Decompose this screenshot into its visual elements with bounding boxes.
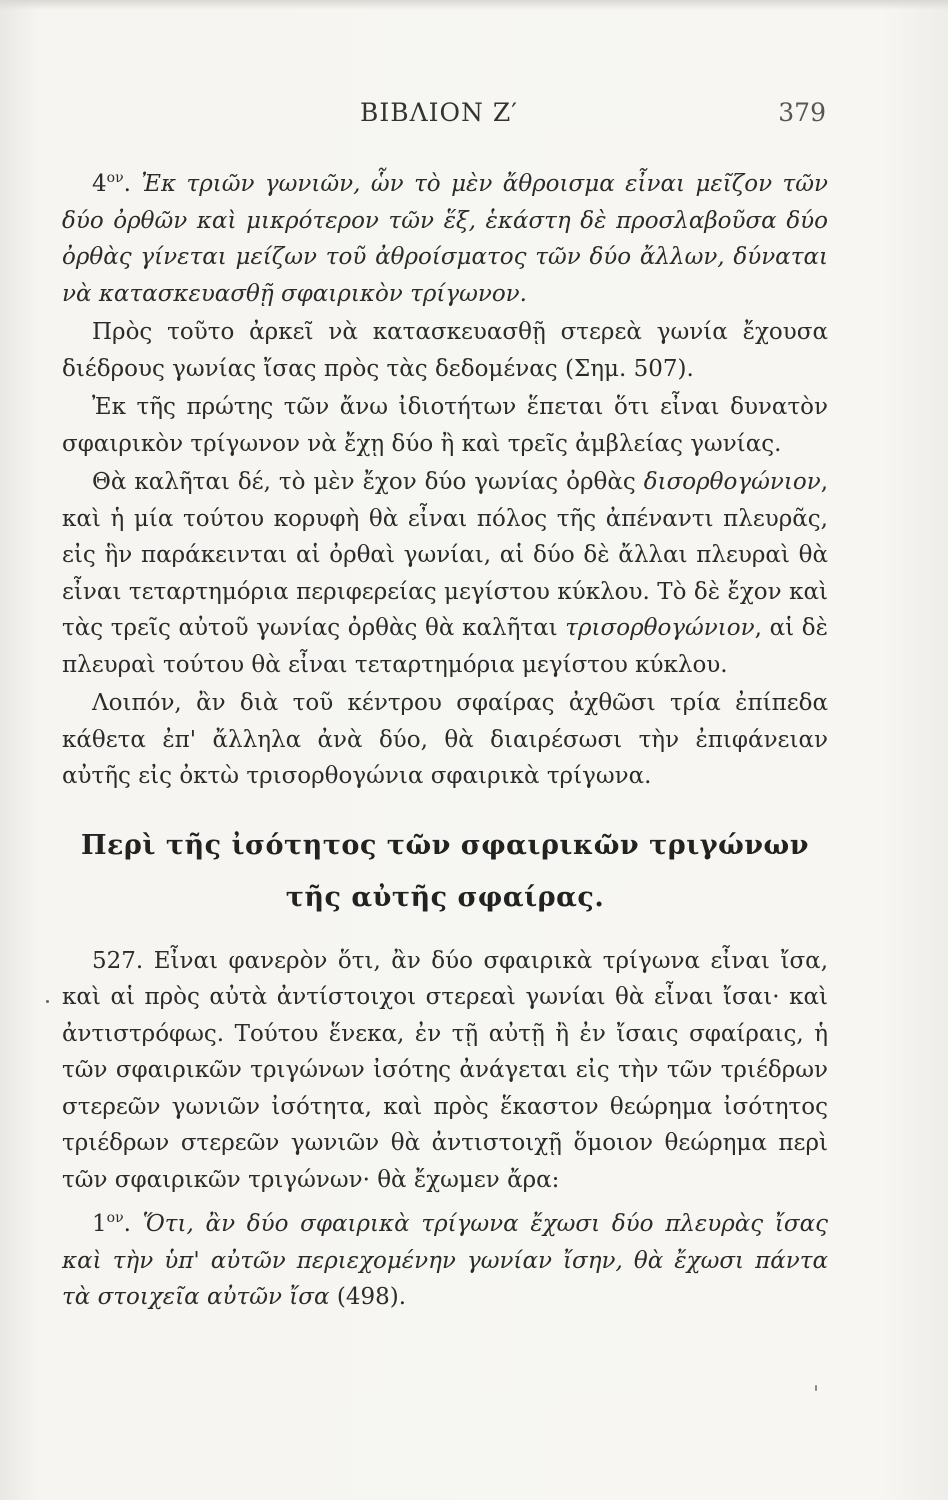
proposition-marker-suffix: ον <box>106 170 124 186</box>
proposition-text: Ἐκ τριῶν γωνιῶν, ὧν τὸ μὲν ἄθροισμα εἶναι μεῖζον τῶν δύο ὀρθῶν καὶ μικρότερον τῶν ἕξ, ἑκάστη δὲ προσλαβοῦσα δύο ὀρθὰς γίνεται μείζων τοῦ ἀθροίσματος τῶν δύο ἄλλων, δύναται νὰ κατασκευασθῇ σφαιρικὸν τρίγωνον. <box>62 171 828 307</box>
paragraph-octants <box>62 685 828 795</box>
paragraph-text-a: Θὰ καλῆται δέ, τὸ μὲν ἔχον δύο γωνίας ὀρθὰς <box>92 469 644 495</box>
paragraph-construction <box>62 314 828 387</box>
running-title: ΒΙΒΛΙΟΝ Ζ′ <box>360 98 518 127</box>
page-body <box>62 160 828 1316</box>
paragraph-527 <box>62 943 828 1199</box>
margin-mark <box>46 1000 49 1003</box>
page-top-edge <box>0 0 948 10</box>
page-number: 379 <box>778 98 826 127</box>
term-trirectangular: τρισορθογώνιον <box>565 615 755 641</box>
section-heading: Περὶ τῆς ἰσότητος τῶν σφαιρικῶν τριγώνων <box>81 829 809 861</box>
page-header <box>0 98 948 132</box>
term-birectangular: δισορθογώνιον <box>643 469 821 495</box>
theorem-marker-suffix: ον <box>106 1210 124 1226</box>
marker-dot: . <box>123 1211 143 1237</box>
section-heading-line-2: τῆς αὐτῆς σφαίρας. <box>285 881 605 913</box>
paragraph-definitions <box>62 464 828 683</box>
marker-dot: . <box>123 171 142 197</box>
theorem-reference: (498). <box>329 1284 407 1310</box>
paragraph-text: Λοιπόν, ἂν διὰ τοῦ κέντρου σφαίρας ἀχθῶσι τρία ἐπίπεδα κάθετα ἐπ' ἄλληλα ἀνὰ δύο, θὰ διαιρέσωσι τὴν ἐπιφάνειαν αὐτῆς εἰς ὀκτὼ τρισορθογώνια σφαιρικὰ τρίγωνα. <box>62 690 828 789</box>
margin-mark <box>815 1385 817 1391</box>
paragraph-text-c: , αἱ δὲ πλευραὶ τούτου θὰ εἶναι τεταρτημόρια μεγίστου κύκλου. <box>62 615 828 678</box>
article-number: 527. <box>92 947 144 974</box>
paragraph-obtuse-angles <box>62 389 828 462</box>
paragraph-text: Ἐκ τῆς πρώτης τῶν ἄνω ἰδιοτήτων ἕπεται ὅτι εἶναι δυνατὸν σφαιρικὸν τρίγωνον νὰ ἔχῃ δύο ἢ καὶ τρεῖς ἀμβλείας γωνίας. <box>62 394 828 457</box>
theorem-marker: 1 <box>92 1211 107 1237</box>
proposition-marker: 4 <box>92 171 107 197</box>
paragraph-text: Πρὸς τοῦτο ἀρκεῖ νὰ κατασκευασθῇ στερεὰ γωνία ἔχουσα διέδρους γωνίας ἴσας πρὸς τὰς δεδομένας (Σημ. 507). <box>62 319 828 382</box>
paragraph-theorem-1 <box>62 1200 828 1316</box>
theorem-text: Ὅτι, ἂν δύο σφαιρικὰ τρίγωνα ἔχωσι δύο πλευρὰς ἴσας καὶ τὴν ὑπ' αὐτῶν περιεχομένην γωνίαν ἴσην, θὰ ἔχωσι πάντα τὰ στοιχεῖα αὐτῶν ἴσα <box>62 1211 829 1310</box>
paragraph-text: Εἶναι φανερὸν ὅτι, ἂν δύο σφαιρικὰ τρίγωνα εἶναι ἴσα, καὶ αἱ πρὸς αὐτὰ ἀντίστοιχοι στερεαὶ γωνίαι θὰ εἶναι ἴσαι· καὶ ἀντιστρόφως. Τούτου ἕνεκα, ἐν τῇ αὐτῇ ἢ ἐν ἴσαις σφαίραις, ἡ τῶν σφαιρικῶν τριγώνων ἰσότης ἀνάγεται εἰς τὴν τῶν τριέδρων στερεῶν γωνιῶν ἰσότητα, καὶ πρὸς ἕκαστον θεώρημα ἰσότητος τριέδρων στερεῶν γωνιῶν θὰ ἀντιστοιχῇ ὅμοιον θεώρημα περὶ τῶν σφαιρικῶν τριγώνων· θὰ ἔχωμεν ἄρα: <box>62 947 828 1193</box>
paragraph-text-b: , καὶ ἡ μία τούτου κορυφὴ θὰ εἶναι πόλος τῆς ἀπέναντι πλευρᾶς, εἰς ἣν παράκεινται αἱ ὀρθαὶ γωνίαι, αἱ δύο δὲ ἄλλαι πλευραὶ θὰ εἶναι τεταρτημόρια περιφερείας μεγίστου κύκλου. Τὸ δὲ ἔχον καὶ τὰς τρεῖς αὐτοῦ γωνίας ὀρθὰς θὰ καλῆται <box>62 469 828 641</box>
paragraph-proposition-4 <box>62 160 828 312</box>
